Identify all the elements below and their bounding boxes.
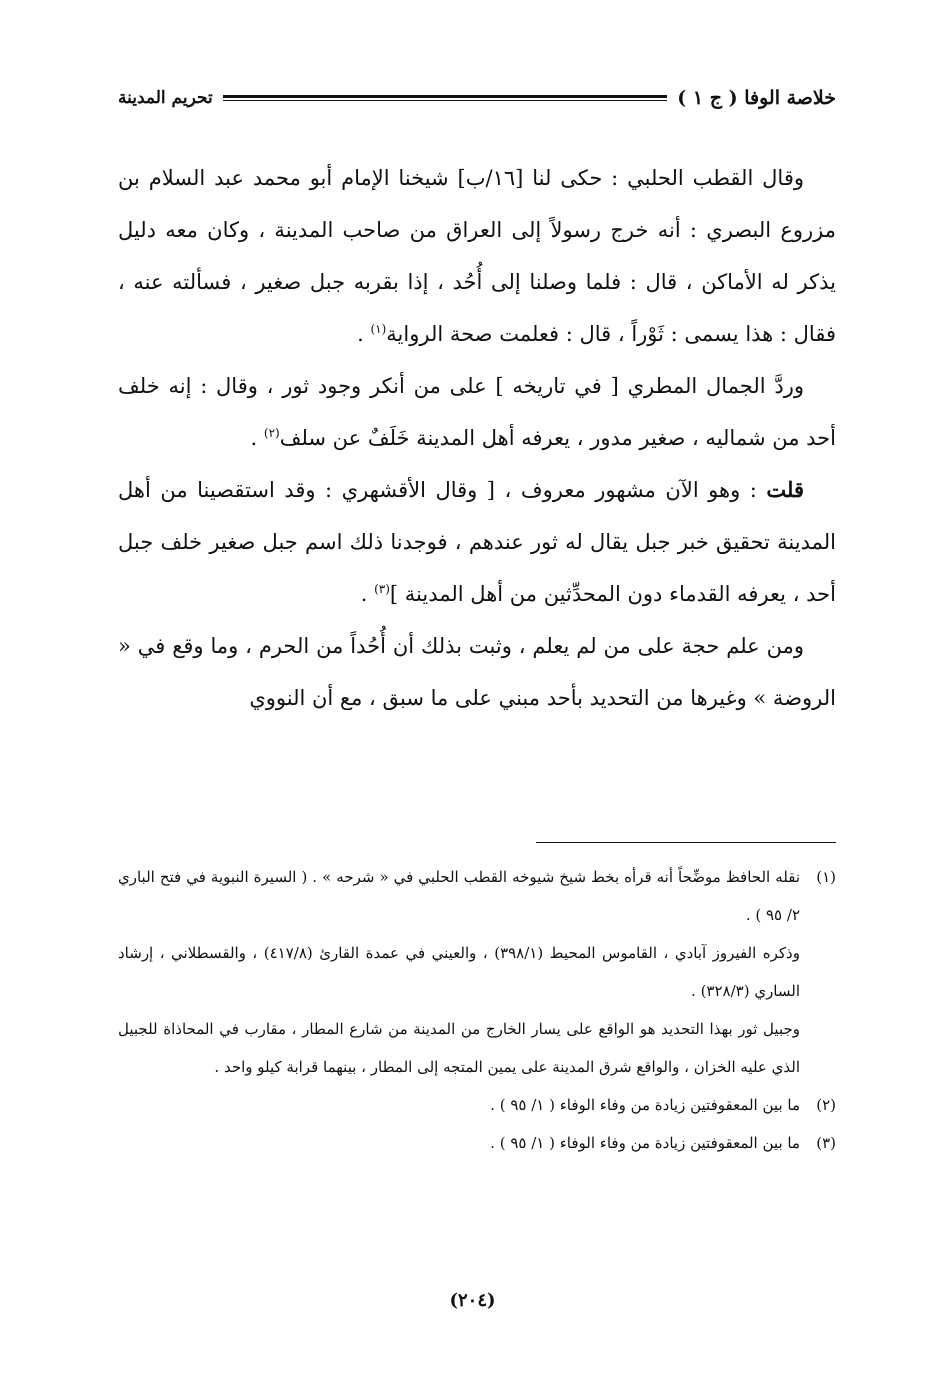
footnote-body (118, 1086, 800, 1124)
footnote-separator (536, 842, 836, 843)
footnote-text: وجبيل ثور بهذا التحديد هو الواقع على يسار الخارج من المدينة من شارع المطار ، مقارب في المحاذاة للجبيل الذي عليه الخزان ، والواقع شرق المدينة على يمين المتجه إلى المطار ، بينهما قرابة كيلو واحد . (118, 1020, 800, 1076)
footnote-body (118, 1124, 800, 1162)
running-header (118, 80, 836, 116)
footnote-number: (١) (816, 868, 836, 886)
paragraph-3-end: . (360, 582, 375, 606)
footnote-text: ما بين المعقوفتين زيادة من وفاء الوفاء ( ١/ ٩٥ ) . (490, 1134, 800, 1152)
footnote-3 (118, 1124, 836, 1162)
footnote-text: وذكره الفيروز آبادي ، القاموس المحيط (٣٩٨/١) ، والعيني في عمدة القارئ (٤١٧/٨) ، والقسطلاني ، إرشاد الساري (٣٢٨/٣) . (118, 944, 800, 1000)
footnote-ref-3: (٣) (374, 582, 390, 596)
footnote-text: ما بين المعقوفتين زيادة من وفاء الوفاء ( ١/ ٩٥ ) . (490, 1096, 800, 1114)
footnote-ref-2: (٢) (263, 426, 280, 440)
qultu-label: قلت (766, 477, 804, 502)
book-title: خلاصة الوفا ( ج ١ ) (677, 87, 836, 109)
paragraph-4-text: ومن علم حجة على من لم يعلم ، وثبت بذلك أن أُحُداً من الحرم ، وما وقع في « الروضة » وغيرها من التحديد بأحد مبني على ما سبق ، مع أن النووي (118, 634, 836, 710)
chapter-title: تحريم المدينة (118, 88, 213, 108)
main-text (118, 152, 836, 724)
paragraph-3 (118, 464, 836, 620)
footnotes (118, 858, 836, 1162)
paragraph-1 (118, 152, 836, 360)
footnote-number: (٢) (816, 1096, 836, 1114)
footnote-1 (118, 858, 836, 1086)
paragraph-2-end: . (250, 426, 264, 450)
page-number: (٢٠٤) (449, 1290, 496, 1311)
footnote-text: نقله الحافظ موضِّحاً أنه قرأه بخط شيخ شيوخه القطب الحلبي في « شرحه » . ( السيرة النبوية في فتح الباري ٢/ ٩٥ ) . (118, 868, 800, 924)
paragraph-3-text: : وهو الآن مشهور معروف ، [ وقال الأقشهري : وقد استقصينا من أهل المدينة تحقيق خبر جبل يقال له ثور عندهم ، فوجدنا ذلك اسم جبل صغير خلف جبل أحد ، يعرفه القدماء دون المحدِّثين من أهل المدينة ] (118, 478, 836, 606)
paragraph-2 (118, 360, 836, 464)
paragraph-1-text: وقال القطب الحلبي : حكى لنا [١٦/ب] شيخنا الإمام أبو محمد عبد السلام بن مزروع البصري : أنه خرج رسولاً إلى العراق من صاحب المدينة ، وكان معه دليل يذكر له الأماكن ، قال : فلما وصلنا إلى أُحُد ، إذا بقربه جبل صغير ، فسألته عنه ، فقال : هذا يسمى : ثَوْراً ، قال : فعلمت صحة الرواية (118, 166, 836, 346)
paragraph-1-end: . (357, 322, 371, 346)
paragraph-2-text: وردَّ الجمال المطري [ في تاريخه ] على من أنكر وجود ثور ، وقال : إنه خلف أحد من شماليه ، صغير مدور ، يعرفه أهل المدينة خَلَفٌ عن سلف (118, 374, 836, 450)
footnote-number: (٣) (816, 1134, 836, 1152)
header-rule (223, 95, 668, 101)
footnote-2 (118, 1086, 836, 1124)
paragraph-4 (118, 620, 836, 724)
footnote-ref-1: (١) (370, 322, 387, 336)
footnote-body (118, 858, 800, 1086)
